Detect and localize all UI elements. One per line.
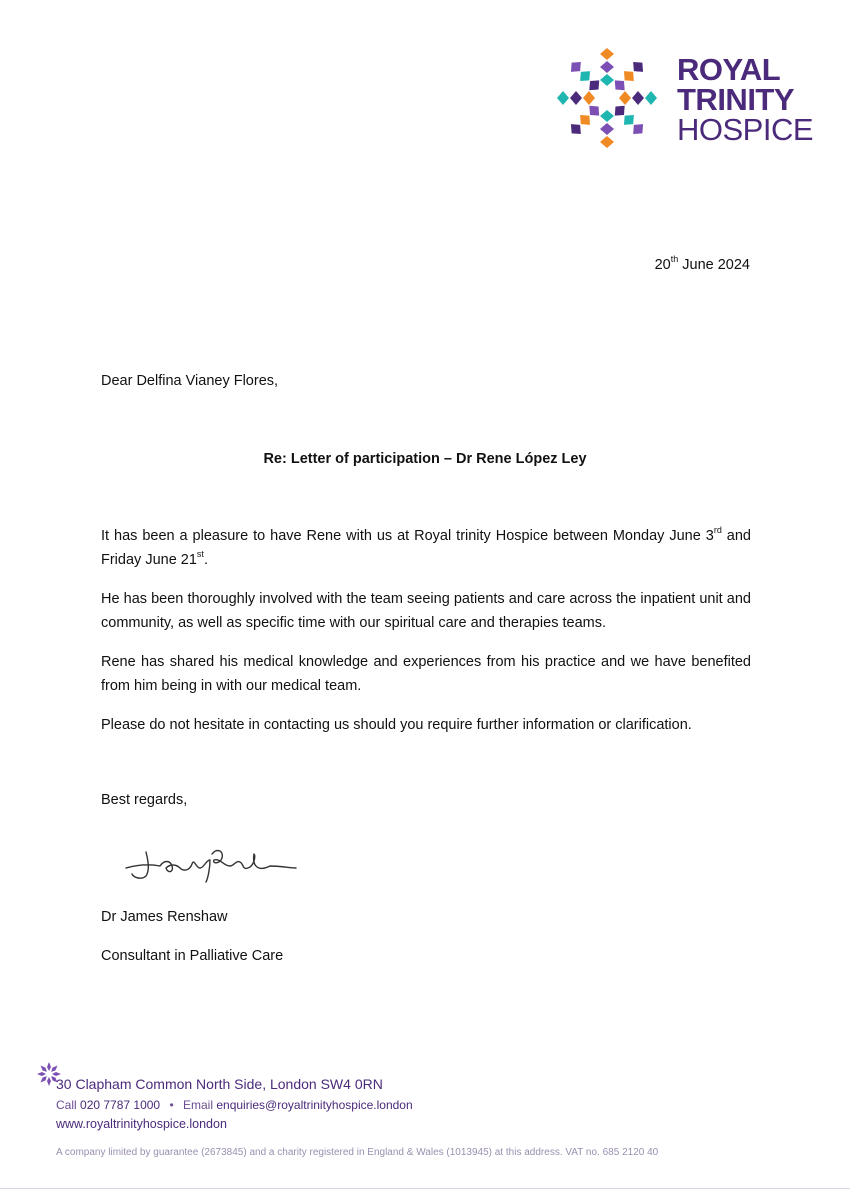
signer-name: Dr James Renshaw	[101, 909, 228, 925]
logo-word-royal: ROYAL	[677, 52, 781, 87]
logo-petal	[600, 74, 614, 86]
p1-sup-a: rd	[713, 525, 722, 536]
logo-petal	[600, 61, 614, 73]
paragraph-participation-dates	[101, 524, 751, 572]
call-label: Call	[56, 1098, 77, 1112]
footer-contact	[56, 1098, 413, 1112]
logo-wordmark	[677, 52, 817, 147]
footer-divider	[0, 1188, 850, 1189]
footer-logo-petal	[39, 1064, 48, 1073]
logo-petal	[570, 91, 582, 105]
hospice-logo	[551, 42, 814, 154]
email-label: Email	[183, 1098, 214, 1112]
date-day: 20	[654, 257, 671, 273]
logo-word-trinity: TRINITY	[677, 82, 795, 117]
footer-legal-notice: A company limited by guarantee (2673845) and a charity registered in England & Wales (1013945) at this address. VAT no. 685 2120 40	[56, 1147, 659, 1158]
logo-petal	[600, 123, 614, 135]
signer-title: Consultant in Palliative Care	[101, 948, 284, 964]
handwritten-signature	[120, 844, 300, 884]
logo-petal	[583, 91, 595, 105]
starburst-flower-icon	[551, 42, 663, 154]
p1-text-a: It has been a pleasure to have Rene with us at Royal trinity Hospice between Monday June 3	[101, 528, 714, 544]
p1-text-c: .	[203, 552, 208, 568]
closing: Best regards,	[101, 792, 188, 808]
footer-logo-petal	[39, 1075, 48, 1084]
email-link[interactable]: enquiries@royaltrinityhospice.london	[216, 1098, 413, 1112]
footer-address: 30 Clapham Common North Side, London SW4 0RN	[56, 1076, 383, 1092]
footer-logo-petal	[47, 1077, 51, 1086]
logo-petal	[619, 91, 631, 105]
letter-date	[654, 254, 750, 273]
logo-petal	[557, 91, 569, 105]
logo-petal	[600, 110, 614, 122]
footer-logo-petal	[47, 1062, 51, 1071]
website-link[interactable]: www.royaltrinityhospice.london	[56, 1117, 227, 1131]
logo-word-hospice: HOSPICE	[677, 112, 814, 147]
logo-petal	[645, 91, 657, 105]
phone-number[interactable]: 020 7787 1000	[80, 1098, 161, 1112]
paragraph-contact: Please do not hesitate in contacting us should you require further information or clarification.	[101, 717, 692, 733]
date-suffix: th	[670, 254, 679, 265]
logo-petal	[632, 91, 644, 105]
logo-petal	[600, 136, 614, 148]
logo-petal	[600, 48, 614, 60]
footer-logo-petal	[37, 1072, 46, 1076]
contact-separator: •	[169, 1098, 174, 1112]
subject-line: Re: Letter of participation – Dr Rene López Ley	[263, 451, 587, 467]
paragraph-knowledge: Rene has shared his medical knowledge and experiences from his practice and we have benefited from him being in with our medical team.	[101, 654, 751, 694]
p1-text-b: and Friday June 21	[101, 528, 751, 568]
salutation: Dear Delfina Vianey Flores,	[101, 373, 279, 389]
p1-sup-b: st	[196, 549, 204, 560]
date-rest: June 2024	[678, 257, 750, 273]
footer-logo-petal	[50, 1064, 59, 1073]
paragraph-involvement: He has been thoroughly involved with the team seeing patients and care across the inpatient unit and community, as well as specific time with our spiritual care and therapies teams.	[101, 591, 751, 631]
